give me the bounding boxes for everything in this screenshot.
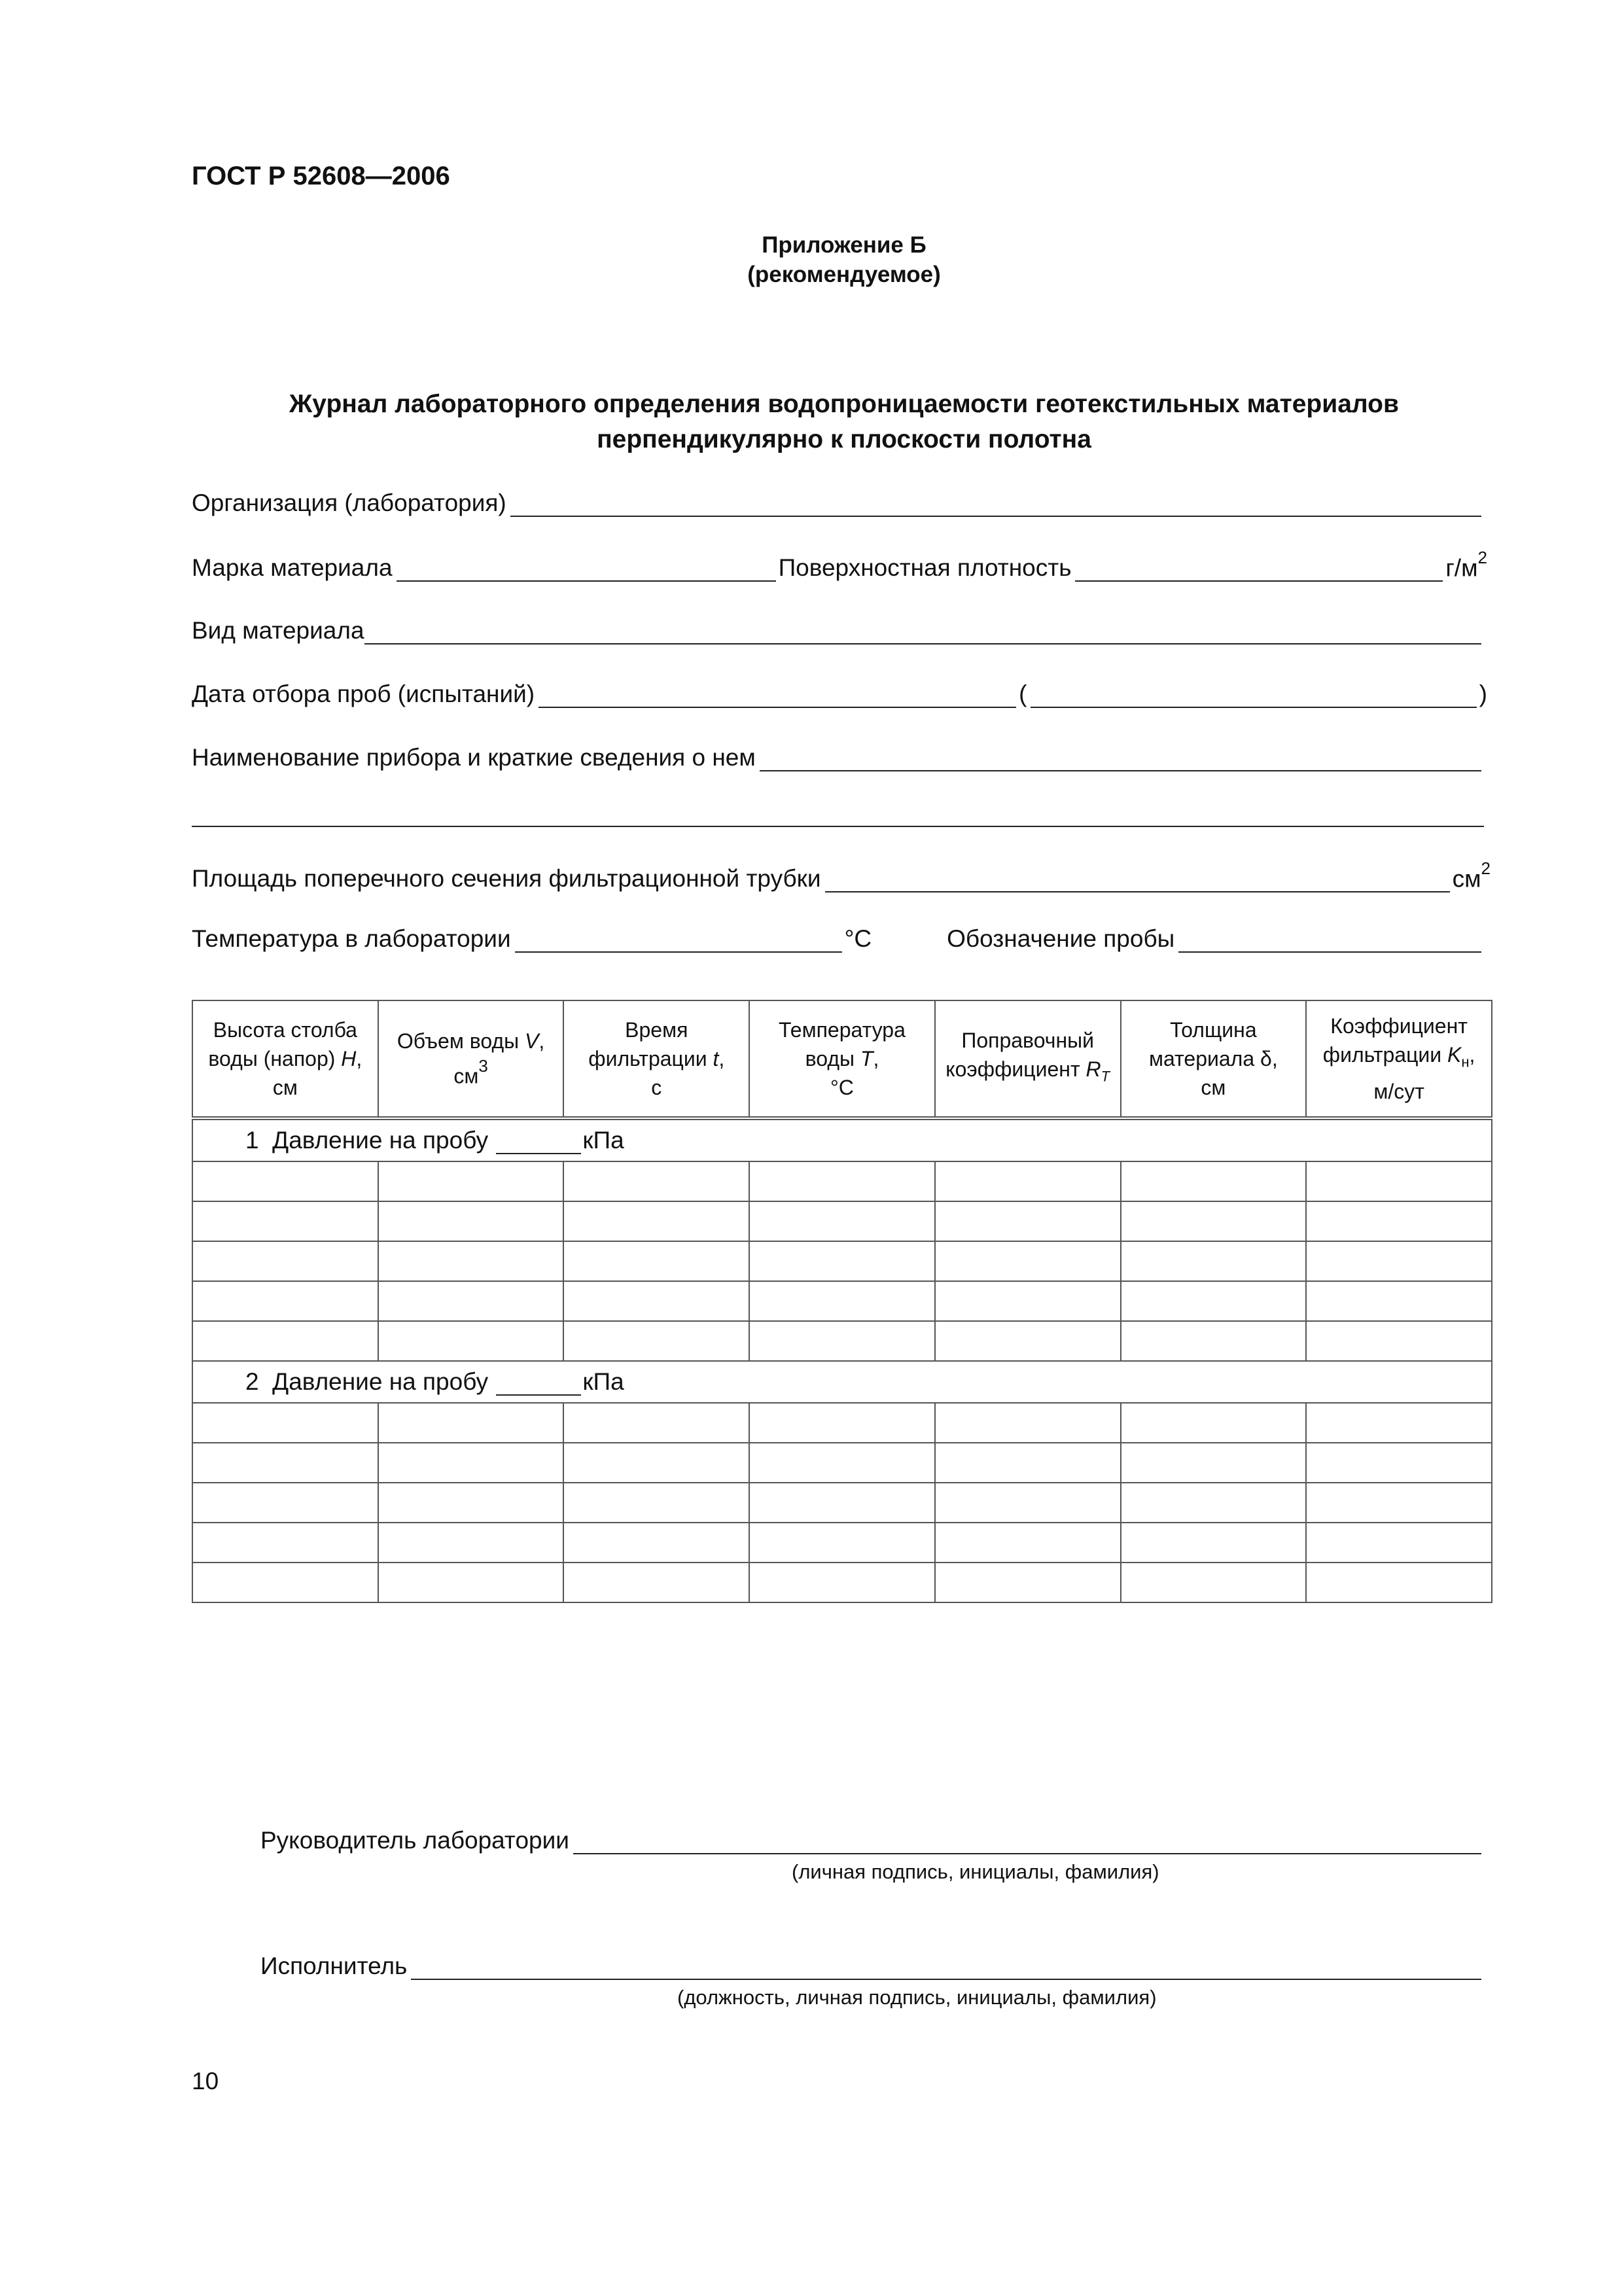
brand-field[interactable] xyxy=(397,561,776,582)
sampling-date-row xyxy=(192,680,1487,708)
area-row xyxy=(192,858,1491,892)
appendix-type: (рекомендуемое) xyxy=(747,262,941,287)
organization-label: Организация (лаборатория) xyxy=(192,489,506,516)
table-row xyxy=(192,1563,1492,1602)
material-type-row xyxy=(192,617,1484,645)
cell[interactable] xyxy=(1306,1563,1492,1602)
cell[interactable] xyxy=(192,1563,378,1602)
material-type-field[interactable] xyxy=(364,624,1481,645)
cell[interactable] xyxy=(1306,1281,1492,1321)
cell[interactable] xyxy=(1121,1563,1307,1602)
head-signature-field[interactable] xyxy=(573,1833,1481,1854)
cell[interactable] xyxy=(935,1403,1121,1443)
table-row xyxy=(192,1281,1492,1321)
sample-id-label: Обозначение пробы xyxy=(947,925,1175,952)
cell[interactable] xyxy=(935,1483,1121,1523)
page-number: 10 xyxy=(192,2068,219,2094)
device-field[interactable] xyxy=(760,751,1481,771)
section-1-label: 1 Давление на пробу кПа xyxy=(192,1118,1492,1161)
cell[interactable] xyxy=(1121,1161,1307,1201)
density-unit: $г/м^2$ xyxy=(1445,548,1487,582)
cell[interactable] xyxy=(563,1161,749,1201)
temperature-row xyxy=(192,925,1484,953)
cell[interactable] xyxy=(749,1483,935,1523)
cell[interactable] xyxy=(1121,1281,1307,1321)
paren-open: ( xyxy=(1019,680,1027,707)
executor-signature-caption: (должность, личная подпись, инициалы, фамилия) xyxy=(677,1986,1157,2009)
cell[interactable] xyxy=(378,1161,564,1201)
cell[interactable] xyxy=(1306,1241,1492,1281)
cell[interactable] xyxy=(935,1321,1121,1361)
executor-label: Исполнитель xyxy=(260,1952,408,1979)
device-field-continuation[interactable] xyxy=(192,826,1484,827)
cell[interactable] xyxy=(1121,1523,1307,1563)
cell[interactable] xyxy=(749,1321,935,1361)
executor-signature-row xyxy=(260,1952,1484,1980)
col-head-thickness: Толщина материала δ, см xyxy=(1121,1000,1307,1118)
document-title-line1: Журнал лабораторного определения водопроницаемости геотекстильных материалов xyxy=(289,390,1399,418)
head-signature-caption: (личная подпись, инициалы, фамилия) xyxy=(792,1860,1159,1883)
cell[interactable] xyxy=(563,1241,749,1281)
cell[interactable] xyxy=(563,1321,749,1361)
cell[interactable] xyxy=(563,1563,749,1602)
cell[interactable] xyxy=(563,1443,749,1483)
temperature-label: Температура в лаборатории xyxy=(192,925,511,952)
paren-close: ) xyxy=(1479,680,1487,707)
pressure-1-field[interactable] xyxy=(496,1133,581,1154)
section-row-2 xyxy=(192,1361,1492,1403)
cell[interactable] xyxy=(378,1281,564,1321)
head-signature-row xyxy=(260,1827,1484,1854)
cell[interactable] xyxy=(1306,1443,1492,1483)
area-unit: $см^2$ xyxy=(1452,858,1491,892)
appendix-label: Приложение Б xyxy=(762,232,927,258)
brand-density-row xyxy=(192,548,1487,582)
organization-row xyxy=(192,489,1484,517)
cell[interactable] xyxy=(1121,1483,1307,1523)
col-head-time: Время фильтрации t, с xyxy=(563,1000,749,1118)
cell[interactable] xyxy=(563,1403,749,1443)
cell[interactable] xyxy=(1306,1201,1492,1241)
col-head-water-temp: Температура воды T, °С xyxy=(749,1000,935,1118)
document-title-line2: перпендикулярно к плоскости полотна xyxy=(597,425,1091,453)
cell[interactable] xyxy=(378,1201,564,1241)
device-label: Наименование прибора и краткие сведения о нем xyxy=(192,744,756,771)
col-head-height: Высота столба воды (напор) H, см xyxy=(192,1000,378,1118)
cell[interactable] xyxy=(935,1281,1121,1321)
cell[interactable] xyxy=(749,1563,935,1602)
cell[interactable] xyxy=(378,1321,564,1361)
cell[interactable] xyxy=(1306,1483,1492,1523)
cell[interactable] xyxy=(563,1281,749,1321)
cell[interactable] xyxy=(192,1161,378,1201)
sampling-date-field[interactable] xyxy=(538,687,1016,708)
sampling-date-extra-field[interactable] xyxy=(1031,687,1476,708)
area-label: Площадь поперечного сечения фильтрационной трубки xyxy=(192,865,821,892)
cell[interactable] xyxy=(749,1443,935,1483)
cell[interactable] xyxy=(378,1443,564,1483)
table-row xyxy=(192,1443,1492,1483)
cell[interactable] xyxy=(378,1241,564,1281)
surface-density-field[interactable] xyxy=(1075,561,1443,582)
cell[interactable] xyxy=(192,1321,378,1361)
measurement-table xyxy=(192,1000,1492,1603)
cell[interactable] xyxy=(749,1523,935,1563)
cell[interactable] xyxy=(192,1201,378,1241)
cell[interactable] xyxy=(749,1201,935,1241)
cell[interactable] xyxy=(1306,1321,1492,1361)
cell[interactable] xyxy=(749,1403,935,1443)
table-row xyxy=(192,1241,1492,1281)
cell[interactable] xyxy=(1121,1201,1307,1241)
table-row xyxy=(192,1523,1492,1563)
standard-number: ГОСТ Р 52608—2006 xyxy=(192,162,450,190)
cell[interactable] xyxy=(1121,1241,1307,1281)
head-label: Руководитель лаборатории xyxy=(260,1827,569,1854)
cell[interactable] xyxy=(378,1523,564,1563)
cell[interactable] xyxy=(1306,1403,1492,1443)
cell[interactable] xyxy=(935,1563,1121,1602)
cell[interactable] xyxy=(749,1241,935,1281)
surface-density-label: Поверхностная плотность xyxy=(778,554,1072,582)
cell[interactable] xyxy=(563,1483,749,1523)
cell[interactable] xyxy=(1121,1403,1307,1443)
table-header-row xyxy=(192,1000,1492,1118)
cell[interactable] xyxy=(378,1483,564,1523)
col-head-volume: Объем воды V, $см^3$ xyxy=(378,1000,564,1118)
cell[interactable] xyxy=(192,1523,378,1563)
table-row xyxy=(192,1161,1492,1201)
cell[interactable] xyxy=(935,1241,1121,1281)
pressure-2-field[interactable] xyxy=(496,1375,581,1396)
cell[interactable] xyxy=(563,1523,749,1563)
cell[interactable] xyxy=(1306,1161,1492,1201)
cell[interactable] xyxy=(935,1201,1121,1241)
executor-signature-field[interactable] xyxy=(411,1959,1481,1980)
cell[interactable] xyxy=(192,1403,378,1443)
table-row xyxy=(192,1483,1492,1523)
section-row-1 xyxy=(192,1118,1492,1161)
section-2-label: 2 Давление на пробу кПа xyxy=(192,1361,1492,1403)
cell[interactable] xyxy=(1121,1321,1307,1361)
cell[interactable] xyxy=(1306,1523,1492,1563)
organization-field[interactable] xyxy=(510,496,1481,517)
sample-id-field[interactable] xyxy=(1178,932,1481,953)
sampling-date-label: Дата отбора проб (испытаний) xyxy=(192,680,535,707)
area-field[interactable] xyxy=(825,872,1450,892)
cell[interactable] xyxy=(192,1483,378,1523)
table-row xyxy=(192,1201,1492,1241)
cell[interactable] xyxy=(1121,1443,1307,1483)
cell[interactable] xyxy=(749,1161,935,1201)
cell[interactable] xyxy=(935,1161,1121,1201)
cell[interactable] xyxy=(378,1403,564,1443)
col-head-correction: Поправочный коэффициент $R_T$ xyxy=(935,1000,1121,1118)
cell[interactable] xyxy=(192,1443,378,1483)
table-row xyxy=(192,1403,1492,1443)
cell[interactable] xyxy=(935,1443,1121,1483)
cell[interactable] xyxy=(935,1523,1121,1563)
temperature-field[interactable] xyxy=(515,932,842,953)
cell[interactable] xyxy=(192,1281,378,1321)
table-row xyxy=(192,1321,1492,1361)
temperature-unit: °С xyxy=(844,925,872,952)
cell[interactable] xyxy=(192,1241,378,1281)
brand-label: Марка материала xyxy=(192,554,393,582)
col-head-filtration-coef: Коэффициент фильтрации $K_н$, м/сут xyxy=(1306,1000,1492,1118)
cell[interactable] xyxy=(749,1281,935,1321)
cell[interactable] xyxy=(378,1563,564,1602)
material-type-label: Вид материала xyxy=(192,617,364,644)
cell[interactable] xyxy=(563,1201,749,1241)
device-row xyxy=(192,744,1484,771)
